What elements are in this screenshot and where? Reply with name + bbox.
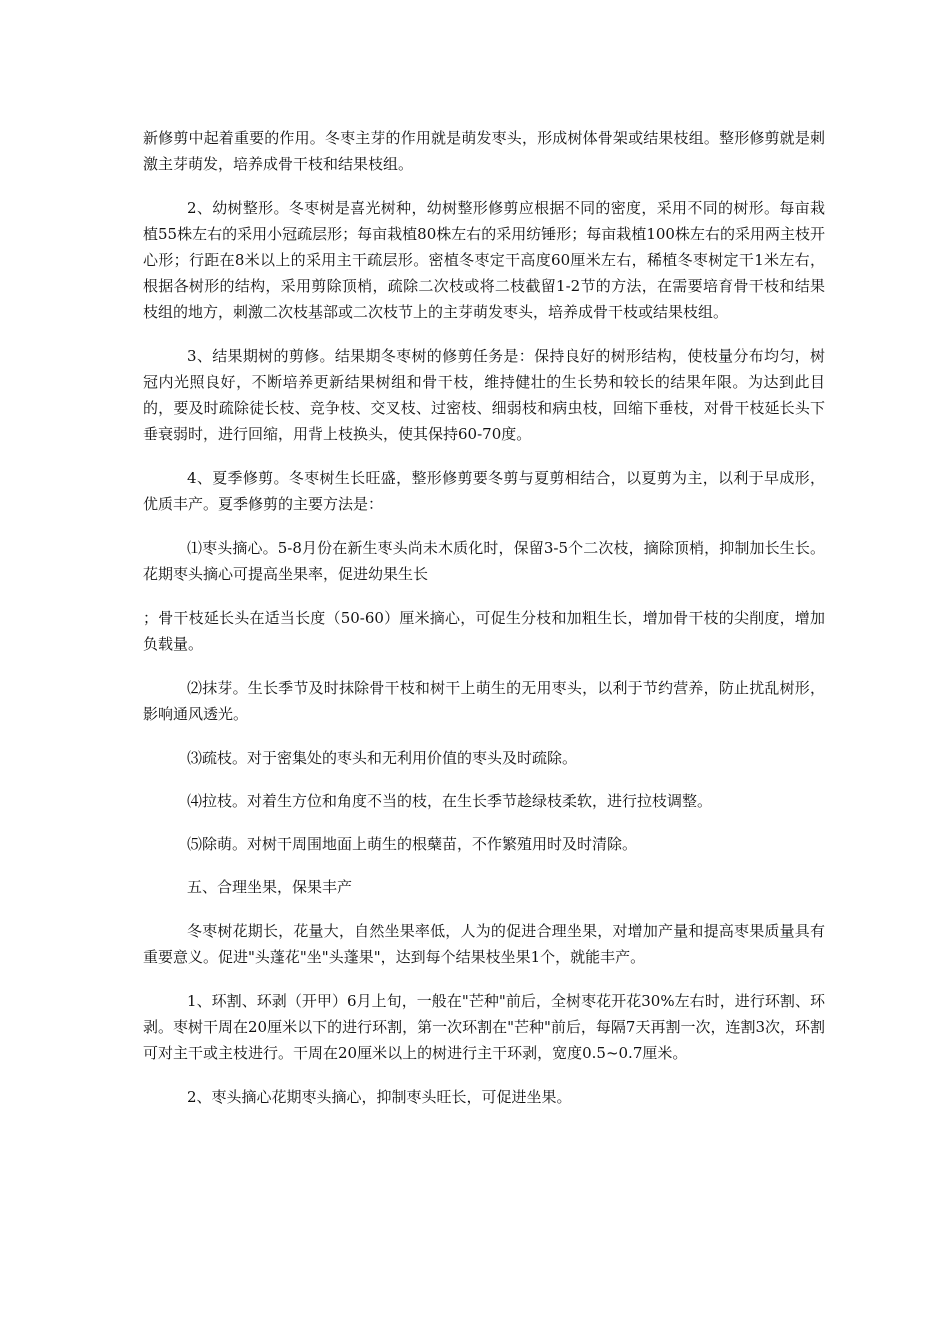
- paragraph-shoot-pinching: 2、枣头摘心花期枣头摘心，抑制枣头旺长，可促进坐果。: [187, 1088, 572, 1106]
- paragraph-thinning: ⑶疏枝。对于密集处的枣头和无利用价值的枣头及时疏除。: [187, 749, 578, 767]
- paragraph-fruiting-tree-pruning: 3、结果期树的剪修。结果期冬枣树的修剪任务是：保持良好的树形结构，使枝量分布均匀，树冠内光照良好，不断培养更新结果树组和骨干枝，维持健壮的生长势和较长的结果年限。为达到此目的，要及时疏除徒长枝、竞争枝、交叉枝、过密枝、细弱枝和病虫枝，回缩下垂枝，对骨干枝延长头下垂衰弱时，进行回缩，用背上枝换头，使其保持60-70度。: [143, 347, 825, 443]
- paragraph-bud-removal: ⑵抹芽。生长季节及时抹除骨干枝和树干上萌生的无用枣头，以利于节约营养，防止扰乱树形，影响通风透光。: [143, 679, 825, 723]
- paragraph-sucker-removal: ⑸除萌。对树干周围地面上萌生的根蘖苗，不作繁殖用时及时清除。: [187, 835, 638, 853]
- document-body: [143, 125, 825, 1110]
- paragraph-pinching-continued: ；骨干枝延长头在适当长度（50-60）厘米摘心，可促生分枝和加粗生长，增加骨干枝的尖削度，增加负载量。: [143, 609, 825, 653]
- paragraph-summer-pruning: 4、夏季修剪。冬枣树生长旺盛，整形修剪要冬剪与夏剪相结合，以夏剪为主，以利于早成形，优质丰产。夏季修剪的主要方法是：: [143, 469, 825, 513]
- paragraph-pruning-intro: 新修剪中起着重要的作用。冬枣主芽的作用就是萌发枣头，形成树体骨架或结果枝组。整形修剪就是刺激主芽萌发，培养成骨干枝和结果枝组。: [143, 129, 825, 173]
- paragraph-young-tree-shaping: 2、幼树整形。冬枣树是喜光树种，幼树整形修剪应根据不同的密度，采用不同的树形。每亩栽植55株左右的采用小冠疏层形；每亩栽植80株左右的采用纺锤形；每亩栽植100株左右的采用两主枝开心形；行距在8米以上的采用主干疏层形。密植冬枣定干高度60厘米左右，稀植冬枣树定干1米左右，根据各树形的结构，采用剪除顶梢，疏除二次枝或将二枝截留1-2节的方法，在需要培育骨干枝和结果枝组的地方，刺激二次枝基部或二次枝节上的主芽萌发枣头，培养成骨干枝或结果枝组。: [143, 199, 825, 321]
- paragraph-branch-pulling: ⑷拉枝。对着生方位和角度不当的枝，在生长季节趁绿枝柔软，进行拉枝调整。: [187, 792, 713, 810]
- paragraph-fruit-setting-intro: 冬枣树花期长，花量大，自然坐果率低，人为的促进合理坐果，对增加产量和提高枣果质量具有重要意义。促进"头蓬花"坐"头蓬果"，达到每个结果枝坐果1个，就能丰产。: [143, 922, 825, 966]
- section-heading-fruit-setting: 五、合理坐果，保果丰产: [187, 878, 353, 896]
- paragraph-girdling: 1、环割、环剥（开甲）6月上旬，一般在"芒种"前后，全树枣花开花30%左右时，进行环割、环剥。枣树干周在20厘米以下的进行环割，第一次环割在"芒种"前后，每隔7天再割一次，连割3次，环割可对主干或主枝进行。干周在20厘米以上的树进行主干环剥，宽度0.5~0.7厘米。: [143, 992, 825, 1062]
- paragraph-pinching: ⑴枣头摘心。5-8月份在新生枣头尚未木质化时，保留3-5个二次枝，摘除顶梢，抑制加长生长。花期枣头摘心可提高坐果率，促进幼果生长: [143, 539, 825, 583]
